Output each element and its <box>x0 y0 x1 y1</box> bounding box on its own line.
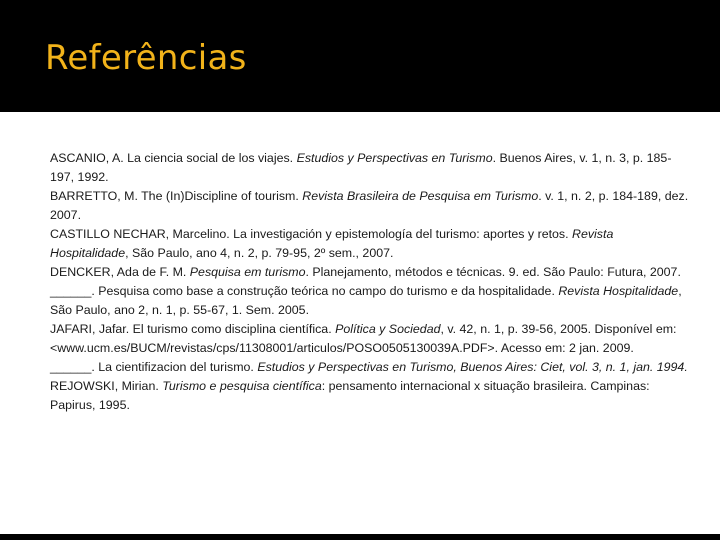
reference-item: ______. Pesquisa como base a construção teórica no campo do turismo e da hospitalidade. Revista Hospitalidade, São Paulo, ano 2, n. 1, p. 55-67, 1. Sem. 2005. <box>50 284 682 317</box>
reference-item: ______. La cientifizacion del turismo. Estudios y Perspectivas en Turismo, Buenos Aires: Ciet, vol. 3, n. 1, jan. 1994. <box>50 360 688 374</box>
reference-item: CASTILLO NECHAR, Marcelino. La investigación y epistemología del turismo: aportes y retos. Revista Hospitalidade, São Paulo, ano 4, n. 2, p. 79-95, 2º sem., 2007. <box>50 227 614 260</box>
reference-item: DENCKER, Ada de F. M. Pesquisa em turismo. Planejamento, métodos e técnicas. 9. ed. São Paulo: Futura, 2007. <box>50 265 681 279</box>
reference-item: JAFARI, Jafar. El turismo como disciplina científica. Política y Sociedad, v. 42, n. 1, p. 39-56, 2005. Disponível em: <www.ucm.es/BUCM/revistas/cps/11308001/articulos/POSO0505130039A.PDF>. Acesso em: 2 jan. 2009. <box>50 322 677 355</box>
slide-title: Referências <box>45 38 247 78</box>
title-bar <box>0 0 720 112</box>
reference-list <box>50 149 690 415</box>
reference-item: ASCANIO, A. La ciencia social de los viajes. Estudios y Perspectivas en Turismo. Buenos Aires, v. 1, n. 3, p. 185-197, 1992. <box>50 151 672 184</box>
content-panel <box>0 112 720 534</box>
reference-item: BARRETTO, M. The (In)Discipline of tourism. Revista Brasileira de Pesquisa em Turismo. v. 1, n. 2, p. 184-189, dez. 2007. <box>50 189 689 222</box>
reference-item: REJOWSKI, Mirian. Turismo e pesquisa científica: pensamento internacional x situação brasileira. Campinas: Papirus, 1995. <box>50 379 650 412</box>
